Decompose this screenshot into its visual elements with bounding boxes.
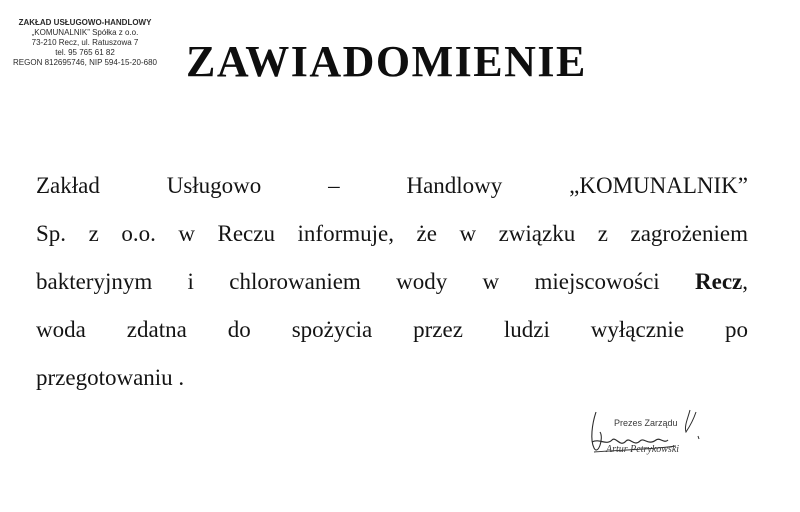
signature-role: Prezes Zarządu <box>614 418 678 428</box>
notice-line-3 <box>36 270 748 318</box>
notice-line-2: Sp. z o.o. w Reczu informuje, że w związku z zagrożeniem <box>36 221 748 246</box>
stamp-phone: tel. 95 765 61 82 <box>55 48 115 57</box>
notice-body <box>36 174 748 414</box>
town-name: Recz <box>695 269 743 294</box>
notice-line-4: woda zdatna do spożycia przez ludzi wyłącznie po <box>36 317 748 342</box>
stamp-ids: REGON 812695746, NIP 594-15-20-680 <box>13 58 157 67</box>
notice-line-5: przegotowaniu . <box>36 365 185 390</box>
notice-line-3-text: bakteryjnym i chlorowaniem wody w miejscowości <box>36 269 695 294</box>
stamp-company-name: „KOMUNALNIK” Spółka z o.o. <box>31 28 139 37</box>
stamp-company-type: ZAKŁAD USŁUGOWO-HANDLOWY <box>18 18 152 27</box>
stamp-address: 73-210 Recz, ul. Ratuszowa 7 <box>31 38 139 47</box>
signature-block <box>586 408 726 478</box>
document-title: ZAWIADOMIENIE <box>186 37 587 86</box>
notice-line-1: Zakład Usługowo – Handlowy „KOMUNALNIK” <box>36 173 748 198</box>
company-stamp <box>10 18 160 68</box>
signature-name: Artur Petrykowski <box>606 444 680 455</box>
notice-line-3-comma: , <box>742 269 748 294</box>
